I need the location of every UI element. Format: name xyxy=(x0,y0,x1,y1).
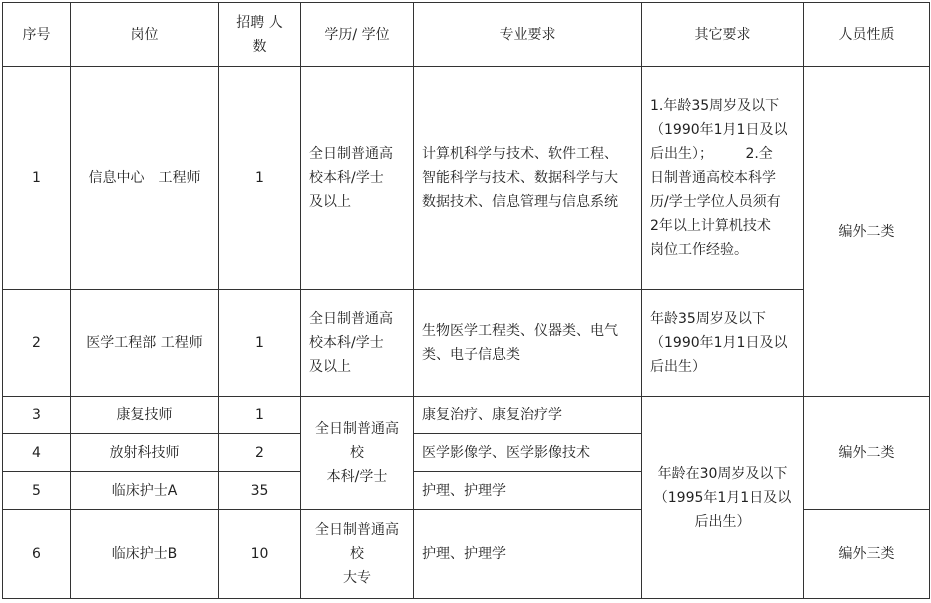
cell-major: 生物医学工程类、仪器类、电气 类、电子信息类 xyxy=(414,290,642,397)
header-major: 专业要求 xyxy=(414,3,642,67)
cell-count: 2 xyxy=(219,434,301,472)
cell-count: 1 xyxy=(219,67,301,290)
cell-position: 信息中心 工程师 xyxy=(71,67,219,290)
header-row xyxy=(3,3,930,67)
cell-major: 护理、护理学 xyxy=(414,472,642,510)
header-nature: 人员性质 xyxy=(804,3,930,67)
cell-no: 1 xyxy=(3,67,71,290)
cell-major: 医学影像学、医学影像技术 xyxy=(414,434,642,472)
cell-no: 3 xyxy=(3,397,71,434)
header-other: 其它要求 xyxy=(642,3,804,67)
header-no: 序号 xyxy=(3,3,71,67)
header-position: 岗位 xyxy=(71,3,219,67)
cell-major: 计算机科学与技术、软件工程、 智能科学与技术、数据科学与大 数据技术、信息管理与信息系统 xyxy=(414,67,642,290)
cell-other: 年龄在30周岁及以下 （1995年1月1日及以 后出生） xyxy=(642,397,804,599)
cell-position: 放射科技师 xyxy=(71,434,219,472)
recruitment-table xyxy=(2,2,930,599)
cell-count: 1 xyxy=(219,397,301,434)
cell-position: 临床护士B xyxy=(71,510,219,599)
cell-count: 10 xyxy=(219,510,301,599)
header-education: 学历/ 学位 xyxy=(301,3,414,67)
cell-nature: 编外二类 xyxy=(804,397,930,510)
cell-education: 全日制普通高 校 大专 xyxy=(301,510,414,599)
cell-education: 全日制普通高 校本科/学士 及以上 xyxy=(301,290,414,397)
cell-education: 全日制普通高 校本科/学士 及以上 xyxy=(301,67,414,290)
cell-no: 6 xyxy=(3,510,71,599)
cell-nature: 编外三类 xyxy=(804,510,930,599)
table-row xyxy=(3,67,930,290)
cell-no: 5 xyxy=(3,472,71,510)
cell-major: 护理、护理学 xyxy=(414,510,642,599)
cell-position: 康复技师 xyxy=(71,397,219,434)
cell-other: 1.年龄35周岁及以下 （1990年1月1日及以 后出生）； 2.全 日制普通高校本科学 历/学士学位人员须有 2年以上计算机技术 岗位工作经验。 xyxy=(642,67,804,290)
cell-major: 康复治疗、康复治疗学 xyxy=(414,397,642,434)
cell-count: 1 xyxy=(219,290,301,397)
table-row xyxy=(3,290,930,397)
cell-education: 全日制普通高 校 本科/学士 xyxy=(301,397,414,510)
cell-position: 临床护士A xyxy=(71,472,219,510)
cell-count: 35 xyxy=(219,472,301,510)
cell-no: 4 xyxy=(3,434,71,472)
table-row xyxy=(3,397,930,434)
cell-no: 2 xyxy=(3,290,71,397)
cell-nature: 编外二类 xyxy=(804,67,930,397)
cell-position: 医学工程部 工程师 xyxy=(71,290,219,397)
header-count: 招聘 人 数 xyxy=(219,3,301,67)
cell-other: 年龄35周岁及以下 （1990年1月1日及以 后出生） xyxy=(642,290,804,397)
